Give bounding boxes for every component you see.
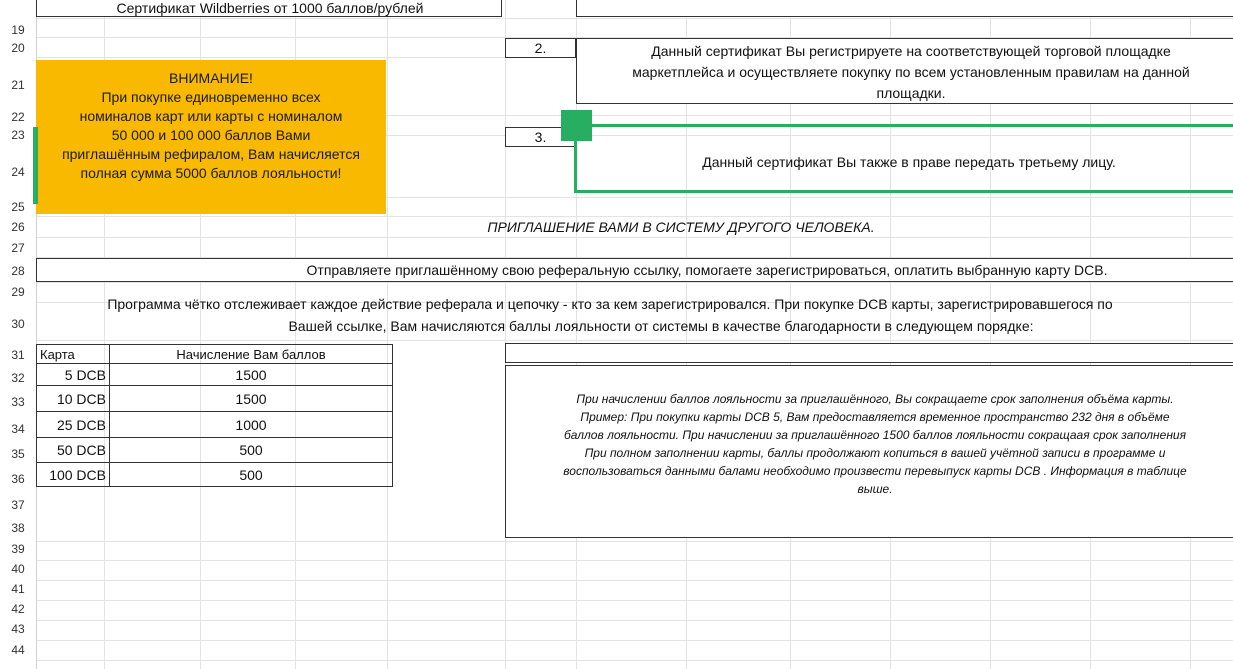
step2-line: Данный сертификат Вы регистрируете на соответствующей торговой площадке bbox=[651, 43, 1171, 59]
row-number[interactable]: 39 bbox=[11, 542, 25, 556]
row-number[interactable]: 34 bbox=[11, 422, 25, 436]
row-number[interactable]: 21 bbox=[11, 78, 25, 92]
table-cell-points[interactable]: 500 bbox=[110, 438, 393, 463]
row-number[interactable]: 23 bbox=[11, 128, 25, 142]
row-number[interactable]: 44 bbox=[11, 643, 25, 657]
top-cell-text: Сертификат Wildberries от 1000 баллов/рублей bbox=[116, 0, 424, 16]
table-cell-points[interactable]: 1000 bbox=[110, 412, 393, 438]
row-number[interactable]: 26 bbox=[11, 220, 25, 234]
points-table bbox=[36, 344, 393, 487]
row-number[interactable]: 29 bbox=[11, 285, 25, 299]
row-number[interactable]: 37 bbox=[11, 498, 25, 512]
step3-selected-cell[interactable] bbox=[574, 124, 1233, 193]
step2-text bbox=[577, 41, 1233, 104]
row-number[interactable]: 41 bbox=[11, 582, 25, 596]
step2-line: маркетплейса и осуществляете покупку по всем установленным правилам на данной bbox=[632, 64, 1190, 80]
top-right-cell[interactable] bbox=[576, 0, 1233, 17]
step2-number-cell[interactable] bbox=[505, 38, 576, 58]
row-number[interactable]: 19 bbox=[11, 23, 25, 37]
warning-line: 50 000 и 100 000 баллов Вами bbox=[111, 127, 311, 143]
top-cell[interactable] bbox=[36, 0, 502, 17]
row-number[interactable]: 38 bbox=[11, 521, 25, 535]
invite-title: ПРИГЛАШЕНИЕ ВАМИ В СИСТЕМУ ДРУГОГО ЧЕЛОВЕКА. bbox=[487, 219, 875, 235]
table-cell-points[interactable]: 1500 bbox=[110, 386, 393, 412]
table-cell-card[interactable]: 10 DCB bbox=[37, 386, 110, 412]
note-line: баллов лояльности. При начислении за приглашённого 1500 баллов лояльности сокращаая срок заполнения bbox=[563, 428, 1187, 442]
table-row bbox=[37, 438, 393, 463]
send-link-cell[interactable] bbox=[36, 258, 1233, 282]
step2-text-cell[interactable] bbox=[576, 38, 1233, 104]
selection-marker-left bbox=[33, 127, 38, 204]
row-number[interactable]: 20 bbox=[11, 41, 25, 55]
row-number[interactable]: 43 bbox=[11, 622, 25, 636]
note-line: выше. bbox=[857, 482, 893, 496]
step3-number: 3. bbox=[534, 129, 547, 145]
row-number[interactable]: 27 bbox=[11, 241, 25, 255]
selection-handle[interactable] bbox=[561, 110, 592, 141]
table-cell-card[interactable]: 25 DCB bbox=[37, 412, 110, 438]
table-header[interactable]: Карта bbox=[37, 345, 110, 364]
note-line: Пример: При покупки карты DCB 5, Вам предоставляется временное пространство 232 дня в объёме bbox=[580, 410, 1170, 424]
note-line: При полном заполнении карты, баллы продолжают копиться в вашей учётной записи в программе и bbox=[584, 446, 1166, 460]
program-line: Вашей ссылке, Вам начисляются баллы лояльности от системы в качестве благодарности в следующем порядке: bbox=[288, 318, 1034, 334]
note-header-cell[interactable] bbox=[505, 343, 1233, 363]
row-number[interactable]: 28 bbox=[11, 264, 25, 278]
row-number[interactable]: 35 bbox=[11, 447, 25, 461]
step2-number: 2. bbox=[534, 40, 547, 56]
table-row bbox=[37, 386, 393, 412]
row-number[interactable]: 24 bbox=[11, 165, 25, 179]
table-cell-card[interactable]: 5 DCB bbox=[37, 364, 110, 386]
row-number[interactable]: 42 bbox=[11, 602, 25, 616]
table-row bbox=[37, 463, 393, 487]
warning-line: полная сумма 5000 баллов лояльности! bbox=[80, 165, 342, 181]
table-row bbox=[37, 364, 393, 386]
table-cell-card[interactable]: 50 DCB bbox=[37, 438, 110, 463]
warning-block[interactable] bbox=[36, 60, 386, 214]
table-cell-card[interactable]: 100 DCB bbox=[37, 463, 110, 487]
row-number[interactable]: 22 bbox=[11, 110, 25, 124]
step2-line: площадки. bbox=[876, 85, 946, 101]
step3-text: Данный сертификат Вы также в праве передать третьему лицу. bbox=[702, 154, 1116, 170]
row-number[interactable]: 40 bbox=[11, 562, 25, 576]
row-number[interactable]: 36 bbox=[11, 472, 25, 486]
row-number[interactable]: 32 bbox=[11, 371, 25, 385]
row-number[interactable]: 25 bbox=[11, 200, 25, 214]
table-cell-points[interactable]: 500 bbox=[110, 463, 393, 487]
row-number[interactable]: 30 bbox=[11, 317, 25, 331]
row-number[interactable]: 31 bbox=[11, 348, 25, 362]
warning-line: приглашённым рефиралом, Вам начисляется bbox=[62, 146, 360, 162]
warning-line: При покупке единовременно всех bbox=[101, 89, 321, 105]
note-box[interactable] bbox=[505, 365, 1233, 538]
table-cell-points[interactable]: 1500 bbox=[110, 364, 393, 386]
table-header-row bbox=[37, 345, 393, 364]
table-row bbox=[37, 412, 393, 438]
note-line: При начислении баллов лояльности за приглашённого, Вы сокращаете срок заполнения объёма карты. bbox=[576, 392, 1174, 406]
row-header-gutter bbox=[0, 0, 37, 669]
warning-line: номиналов карт или карты с номиналом bbox=[79, 108, 343, 124]
row-number[interactable]: 33 bbox=[11, 395, 25, 409]
table-header[interactable]: Начисление Вам баллов bbox=[110, 345, 393, 364]
warning-title: ВНИМАНИЕ! bbox=[169, 70, 253, 86]
note-line: воспользоваться данными балами необходимо произвести перевыпуск карты DCB . Информация в таблице bbox=[563, 464, 1187, 478]
send-link-text: Отправляете приглашённому свою реферальную ссылку, помогаете зарегистрироваться, оплатить выбранную карту DCB. bbox=[306, 262, 1108, 278]
program-line: Программа чётко отслеживает каждое действие реферала и цепочку - кто за кем зарегистрировался. При покупке DCB карты, зарегистрировавшегося по bbox=[107, 296, 1113, 312]
